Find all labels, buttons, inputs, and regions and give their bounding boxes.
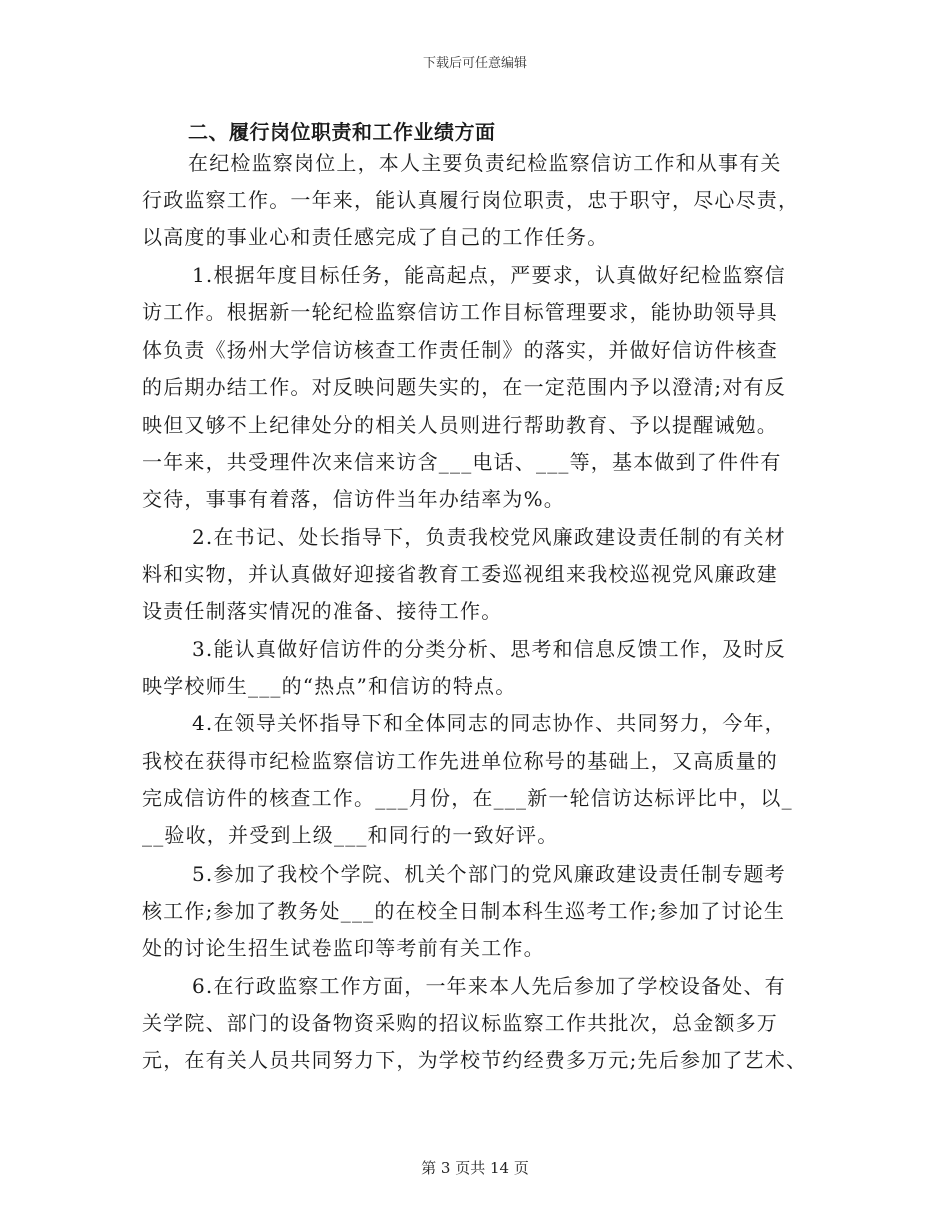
paragraph-line: 关学院、部门的设备物资采购的招议标监察工作共批次，总金额多万 [142, 1011, 778, 1035]
paragraph-line: __验收，并受到上级___和同行的一致好评。 [142, 823, 559, 847]
paragraph-line: 1.根据年度目标任务，能高起点，严要求，认真做好纪检监察信 [192, 263, 786, 287]
paragraph-line: 在纪检监察岗位上，本人主要负责纪检监察信访工作和从事有关 [188, 151, 782, 175]
paragraph-line: 映学校师生___的“热点”和信访的特点。 [142, 674, 517, 698]
paragraph-line: 核工作;参加了教务处___的在校全日制本科生巡考工作;参加了讨论生 [142, 899, 786, 923]
paragraph-line: 体负责《扬州大学信访核查工作责任制》的落实，并做好信访件核查 [142, 338, 778, 362]
paragraph-line: 行政监察工作。一年来，能认真履行岗位职责，忠于职守，尽心尽责， [142, 188, 800, 212]
paragraph-line: 3.能认真做好信访件的分类分析、思考和信息反馈工作，及时反 [192, 637, 786, 661]
paragraph-line: 访工作。根据新一轮纪检监察信访工作目标管理要求，能协助领导具 [142, 300, 778, 324]
paragraph-line: 的后期办结工作。对反映问题失实的，在一定范围内予以澄清;对有反 [142, 375, 786, 399]
paragraph-line: 一年来，共受理件次来信来访含___电话、___等，基本做到了件件有 [142, 450, 782, 474]
paragraph-line: 我校在获得市纪检监察信访工作先进单位称号的基础上，又高质量的 [142, 749, 778, 773]
paragraph-line: 4.在领导关怀指导下和全体同志的同志协作、共同努力，今年， [192, 711, 786, 735]
paragraph-line: 元，在有关人员共同努力下，为学校节约经费多万元;先后参加了艺术、 [142, 1048, 808, 1072]
paragraph-line: 交待，事事有着落，信访件当年办结率为%。 [142, 487, 566, 511]
page-header: 下载后可任意编辑 [422, 56, 527, 71]
paragraph-line: 6.在行政监察工作方面，一年来本人先后参加了学校设备处、有 [192, 974, 786, 998]
page-footer: 第 3 页共 14 页 [421, 1159, 529, 1177]
section-title: 二、履行岗位职责和工作业绩方面 [188, 120, 496, 144]
paragraph-line: 5.参加了我校个学院、机关个部门的党风廉政建设责任制专题考 [192, 862, 786, 886]
paragraph-line: 完成信访件的核查工作。___月份，在___新一轮信访达标评比中，以_ [142, 786, 793, 810]
paragraph-line: 设责任制落实情况的准备、接待工作。 [142, 599, 503, 623]
paragraph-line: 以高度的事业心和责任感完成了自己的工作任务。 [142, 225, 609, 249]
paragraph-line: 处的讨论生招生试卷监印等考前有关工作。 [142, 936, 545, 960]
paragraph-line: 映但又够不上纪律处分的相关人员则进行帮助教育、予以提醒诫勉。 [142, 413, 778, 437]
paragraph-line: 2.在书记、处长指导下，负责我校党风廉政建设责任制的有关材 [192, 525, 786, 549]
paragraph-line: 料和实物，并认真做好迎接省教育工委巡视组来我校巡视党风廉政建 [142, 562, 778, 586]
